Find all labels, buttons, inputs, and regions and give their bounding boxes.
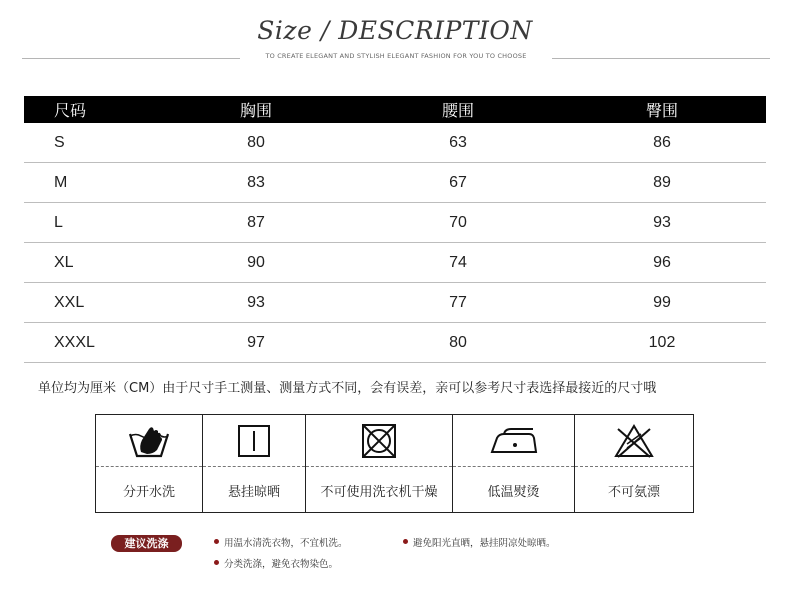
chest-cell: 90 [154,243,358,283]
care-label: 不可氨漂 [607,484,660,500]
table-row [24,123,766,163]
size-cell: XL [24,243,154,283]
hip-cell: 99 [558,283,766,323]
low-iron-icon [489,426,539,456]
hip-cell: 102 [558,323,766,363]
waist-cell: 67 [358,163,558,203]
waist-cell: 80 [358,323,558,363]
size-cell: M [24,163,154,203]
size-cell: XXL [24,283,154,323]
wash-advice-badge: 建议洗涤 [111,535,182,552]
header-hip: 臀围 [558,96,766,123]
table-row [24,283,766,323]
care-instructions [95,414,694,513]
hip-cell: 86 [558,123,766,163]
bullet-icon [214,560,219,565]
subtitle-row [22,51,770,65]
care-item [575,415,693,512]
divider-right [552,58,770,59]
hip-cell: 93 [558,203,766,243]
header-chest: 胸围 [154,96,358,123]
subtitle: TO CREATE ELEGANT AND STYLISH ELEGANT FASHION FOR YOU TO CHOOSE [265,52,527,60]
header-size: 尺码 [24,96,154,123]
bullet-icon [403,539,408,544]
table-row [24,323,766,363]
list-item [403,535,556,549]
chest-cell: 93 [154,283,358,323]
size-table-header [24,96,766,123]
page-title: Size / DESCRIPTION [257,16,533,45]
care-label: 不可使用洗衣机干燥 [320,484,438,500]
waist-cell: 74 [358,243,558,283]
size-table [24,96,766,363]
care-item [453,415,575,512]
care-item [203,415,306,512]
hang-dry-icon [237,424,271,458]
hip-cell: 96 [558,243,766,283]
tip-text: 用温水清洗衣物，不宜机洗。 [224,538,348,549]
chest-cell: 87 [154,203,358,243]
size-cell: L [24,203,154,243]
list-item [214,556,338,570]
size-cell: XXXL [24,323,154,363]
size-cell: S [24,123,154,163]
hip-cell: 89 [558,163,766,203]
chest-cell: 83 [154,163,358,203]
tip-text: 分类洗涤，避免衣物染色。 [224,559,339,570]
care-label: 分开水洗 [122,484,175,500]
care-item [306,415,453,512]
tip-text: 避免阳光直晒，悬挂阴凉处晾晒。 [413,538,556,549]
no-tumble-dry-icon [361,423,397,459]
care-label: 悬挂晾晒 [227,484,280,500]
measurement-note: 单位均为厘米（CM）由于尺寸手工测量、测量方式不同，会有误差，亲可以参考尺寸表选择最接近的尺寸哦 [38,381,657,396]
table-row [24,243,766,283]
waist-cell: 77 [358,283,558,323]
list-item [214,535,348,549]
chest-cell: 80 [154,123,358,163]
waist-cell: 63 [358,123,558,163]
chest-cell: 97 [154,323,358,363]
waist-cell: 70 [358,203,558,243]
no-bleach-icon [613,423,655,459]
table-row [24,203,766,243]
bullet-icon [214,539,219,544]
header-waist: 腰围 [358,96,558,123]
care-item [96,415,203,512]
hand-wash-icon [127,424,171,458]
table-row [24,163,766,203]
care-label: 低温熨烫 [487,484,540,500]
